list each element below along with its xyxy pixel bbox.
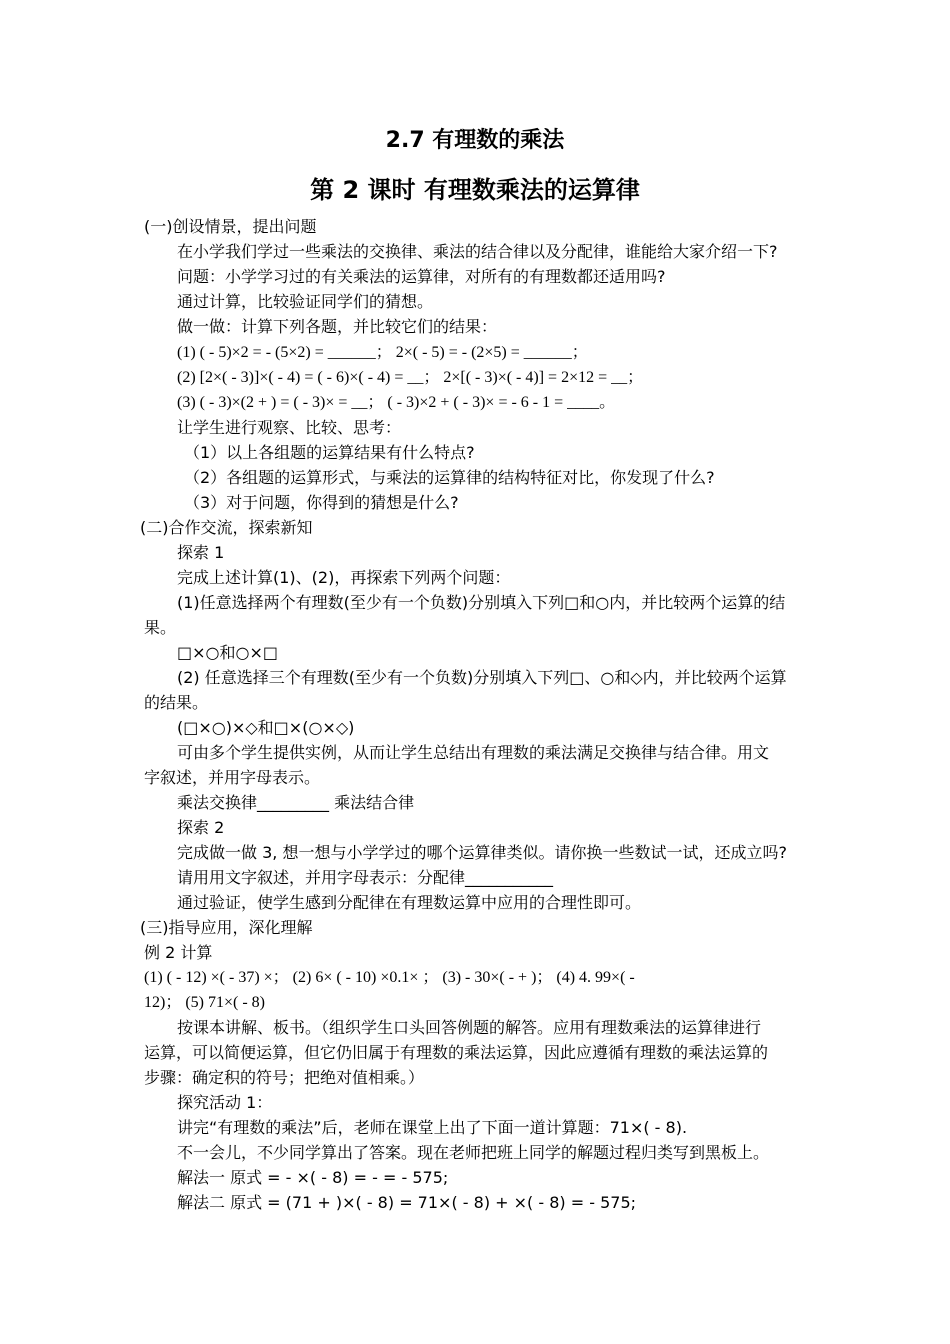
lesson-subtitle: 第 2 课时 有理数乘法的运算律 bbox=[310, 176, 640, 204]
paragraph: 按课本讲解、板书。（组织学生口头回答例题的解答。应用有理数乘法的运算律进行 bbox=[177, 1018, 762, 1037]
paragraph: 在小学我们学过一些乘法的交换律、乘法的结合律以及分配律，谁能给大家介绍一下? bbox=[177, 242, 778, 261]
paragraph: 完成做一做 3, 想一想与小学学过的哪个运算律类似。请你换一些数试一试，还成立吗? bbox=[177, 843, 787, 862]
paragraph: 不一会儿，不少同学算出了答案。现在老师把班上同学的解题过程归类写到黑板上。 bbox=[177, 1143, 770, 1162]
paragraph: 讲完“有理数的乘法”后，老师在课堂上出了下面一道计算题：71×( - 8). bbox=[177, 1118, 688, 1137]
exercise-line-2: (2) [2×( - 3)]×( - 4) = ( - 6)×( - 4) = __； 2×[( - 3)×( - 4)] = 2×12 = __； bbox=[177, 369, 644, 386]
document-title: 2.7 有理数的乘法 bbox=[385, 128, 565, 153]
paragraph: 问题：小学学习过的有关乘法的运算律，对所有的有理数都还适用吗? bbox=[177, 267, 666, 286]
formula: (□×○)×◇和□×(○×◇) bbox=[177, 718, 355, 737]
paragraph: 请用用文字叙述，并用字母表示：分配律___________ bbox=[177, 868, 554, 887]
example-problems-line-1: (1) ( - 12) ×( - 37) ×； (2) 6× ( - 10) ×0.1× ； (3) - 30×( - + )； (4) 4. 99×( - bbox=[144, 969, 635, 986]
question-item: （1）以上各组题的运算结果有什么特点? bbox=[184, 443, 475, 462]
exercise-line-1: (1) ( - 5)×2 = - (5×2) = ______； 2×( - 5) = - (2×5) = ______； bbox=[177, 344, 588, 361]
section-heading-1: (一)创设情景，提出问题 bbox=[144, 217, 317, 236]
paragraph: 完成上述计算(1)、(2)，再探索下列两个问题： bbox=[177, 568, 511, 587]
paragraph: 可由多个学生提供实例，从而让学生总结出有理数的乘法满足交换律与结合律。用文 bbox=[177, 743, 770, 762]
paragraph: 步骤：确定积的符号；把绝对值相乘。） bbox=[144, 1068, 425, 1087]
paragraph: 运算，可以简便运算，但它仍旧属于有理数的乘法运算，因此应遵循有理数的乘法运算的 bbox=[144, 1043, 769, 1062]
subheading: 探索 2 bbox=[177, 818, 225, 837]
paragraph: 的结果。 bbox=[144, 693, 209, 712]
exercise-line-3: (3) ( - 3)×(2 + ) = ( - 3)× = __； ( - 3)×2 + ( - 3)× = - 6 - 1 = ____。 bbox=[177, 394, 616, 411]
solution-one: 解法一 原式 = - ×( - 8) = - = - 575; bbox=[177, 1168, 449, 1187]
solution-two: 解法二 原式 = (71 + )×( - 8) = 71×( - 8) + ×( - 8) = - 575; bbox=[177, 1193, 637, 1212]
question-item: （3）对于问题，你得到的猜想是什么? bbox=[184, 493, 459, 512]
paragraph: 字叙述，并用字母表示。 bbox=[144, 768, 321, 787]
subheading: 探究活动 1： bbox=[177, 1093, 273, 1112]
paragraph: 通过计算，比较验证同学们的猜想。 bbox=[177, 292, 434, 311]
question-item: （2）各组题的运算形式，与乘法的运算律的结构特征对比，你发现了什么? bbox=[184, 468, 715, 487]
section-heading-3: (三)指导应用，深化理解 bbox=[140, 918, 313, 937]
paragraph: 让学生进行观察、比较、思考： bbox=[177, 418, 402, 437]
subheading: 探索 1 bbox=[177, 543, 225, 562]
paragraph: 果。 bbox=[144, 618, 177, 637]
paragraph: (2) 任意选择三个有理数(至少有一个负数)分别填入下列□、○和◇内，并比较两个运算 bbox=[177, 668, 787, 687]
law-fill-line: 乘法交换律_________ 乘法结合律 bbox=[177, 793, 415, 812]
example-problems-line-2: 12)； (5) 71×( - 8) bbox=[144, 994, 265, 1011]
paragraph: (1)任意选择两个有理数(至少有一个负数)分别填入下列□和○内，并比较两个运算的结 bbox=[177, 593, 786, 612]
paragraph: 通过验证，使学生感到分配律在有理数运算中应用的合理性即可。 bbox=[177, 893, 642, 912]
section-heading-2: (二)合作交流，探索新知 bbox=[140, 518, 313, 537]
example-heading: 例 2 计算 bbox=[144, 943, 213, 962]
formula: □×○和○×□ bbox=[177, 643, 278, 662]
paragraph: 做一做：计算下列各题，并比较它们的结果： bbox=[177, 317, 498, 336]
